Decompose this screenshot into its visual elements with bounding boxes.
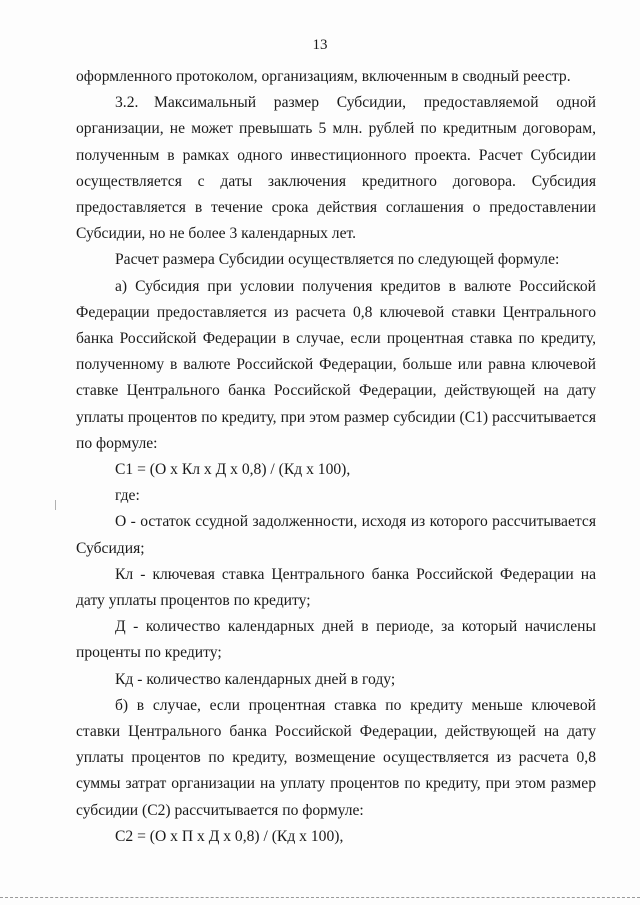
- paragraph-case-b: б) в случае, если процентная ставка по кредиту меньше ключевой ставки Центрального банка Российской Федерации, действующей на дату уплаты процентов по кредиту, возмещение осуществляется из расчета 0,8 суммы затрат организации на уплату процентов по кредиту, при этом размер субсидии (С2) рассчитывается по формуле:: [76, 696, 596, 819]
- formula-c1: С1 = (О х Кл х Д х 0,8) / (Кд х 100),: [115, 461, 351, 479]
- formula-c2: С2 = (О х П х Д х 0,8) / (Кд х 100),: [115, 827, 344, 845]
- definition-o: О - остаток ссудной задолженности, исходя из которого рассчитывается Субсидия;: [76, 513, 596, 557]
- paragraph-3-2: 3.2. Максимальный размер Субсидии, предоставляемой одной организации, не может превышать 5 млн. рублей по кредитным договорам, полученным в рамках одного инвестиционного проекта. Расчет Субсидии осуществляется с даты заключения кредитного договора. Субсидия предоставляется в течение срока действия соглашения о предоставлении Субсидии, но не более 3 календарных лет.: [76, 94, 596, 243]
- bottom-rule: [0, 897, 640, 898]
- definition-kd: Кд - количество календарных дней в году;: [115, 670, 396, 688]
- page-number: 13: [312, 37, 328, 53]
- where-label: где:: [115, 487, 140, 505]
- margin-mark: [55, 500, 56, 510]
- document-body: [76, 64, 596, 850]
- paragraph-case-a: а) Субсидия при условии получения кредитов в валюте Российской Федерации предоставляется из расчета 0,8 ключевой ставки Центрального банка Российской Федерации в случае, если процентная ставка по кредиту, полученному в валюте Российской Федерации, больше или равна ключевой ставке Центрального банка Российской Федерации, действующей на дату уплаты процентов по кредиту, при этом размер субсидии (С1) рассчитывается по формуле:: [76, 277, 596, 452]
- definition-kl: Кл - ключевая ставка Центрального банка Российской Федерации на дату уплаты процентов по кредиту;: [76, 565, 596, 610]
- paragraph-continuation: оформленного протоколом, организациям, включенным в сводный реестр.: [76, 68, 571, 85]
- paragraph-calc-intro: Расчет размера Субсидии осуществляется по следующей формуле:: [115, 251, 560, 269]
- definition-d: Д - количество календарных дней в периоде, за который начислены проценты по кредиту;: [76, 618, 596, 662]
